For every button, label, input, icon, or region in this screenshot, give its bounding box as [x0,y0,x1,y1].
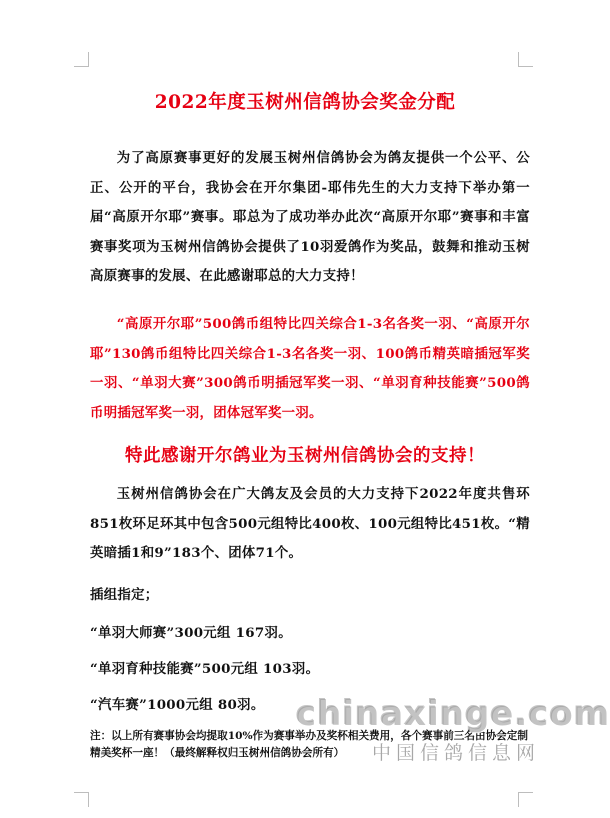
watermark-domain: chinaxinge.com [296,694,610,734]
page-corner-mark [74,52,89,67]
ring-sales-paragraph: 玉树州信鸽协会在广大鸽友及会员的大力支持下2022年度共售环851枚环足环其中包含500元组特比400枚、100元组特比451枚。“精英暗插1和9”183个、团体71个。 [90,486,530,562]
car-race-line: “汽车赛”1000元组 80羽。 [90,697,265,713]
document-title: 2022年度玉树州信鸽协会奖金分配 [154,92,456,113]
page-corner-mark [74,792,89,807]
single-breeding-line: “单羽育种技能赛”500元组 103羽。 [90,661,320,677]
page-corner-mark [518,52,533,67]
designated-label: 插组指定； [90,587,159,603]
page-corner-mark [518,792,533,807]
prize-paragraph: “高原开尔耶”500鸽币组特比四关综合1-3名各奖一羽、“高原开尔耶”130鸽币组特比四关综合1-3名各奖一羽、100鸽币精英暗插冠军奖一羽、“单羽大赛”300鸽币明插冠军奖一羽、“单羽育种技能赛”500鸽币明插冠军奖一羽，团体冠军奖一羽。 [90,316,530,421]
watermark-site-name: 中国信鸽信息网 [372,742,541,764]
intro-paragraph: 为了高原赛事更好的发展玉树州信鸽协会为鸽友提供一个公平、公正、公开的平台，我协会在开尔集团-耶伟先生的大力支持下举办第一届“高原开尔耶”赛事。耶总为了成功举办此次“高原开尔耶”赛事和丰富赛事奖项为玉树州信鸽协会提供了10羽爱鸽作为奖品，鼓舞和推动玉树高原赛事的发展、在此感谢耶总的大力支持！ [90,150,530,285]
footnote: 注：以上所有赛事协会均提取10%作为赛事举办及奖杯相关费用，各个赛事前三名由协会定制精美奖杯一座！（最终解释权归玉树州信鸽协会所有） [90,730,528,759]
thanks-heading: 特此感谢开尔鸽业为玉树州信鸽协会的支持！ [125,446,485,466]
single-master-line: “单羽大师赛”300元组 167羽。 [90,625,292,641]
